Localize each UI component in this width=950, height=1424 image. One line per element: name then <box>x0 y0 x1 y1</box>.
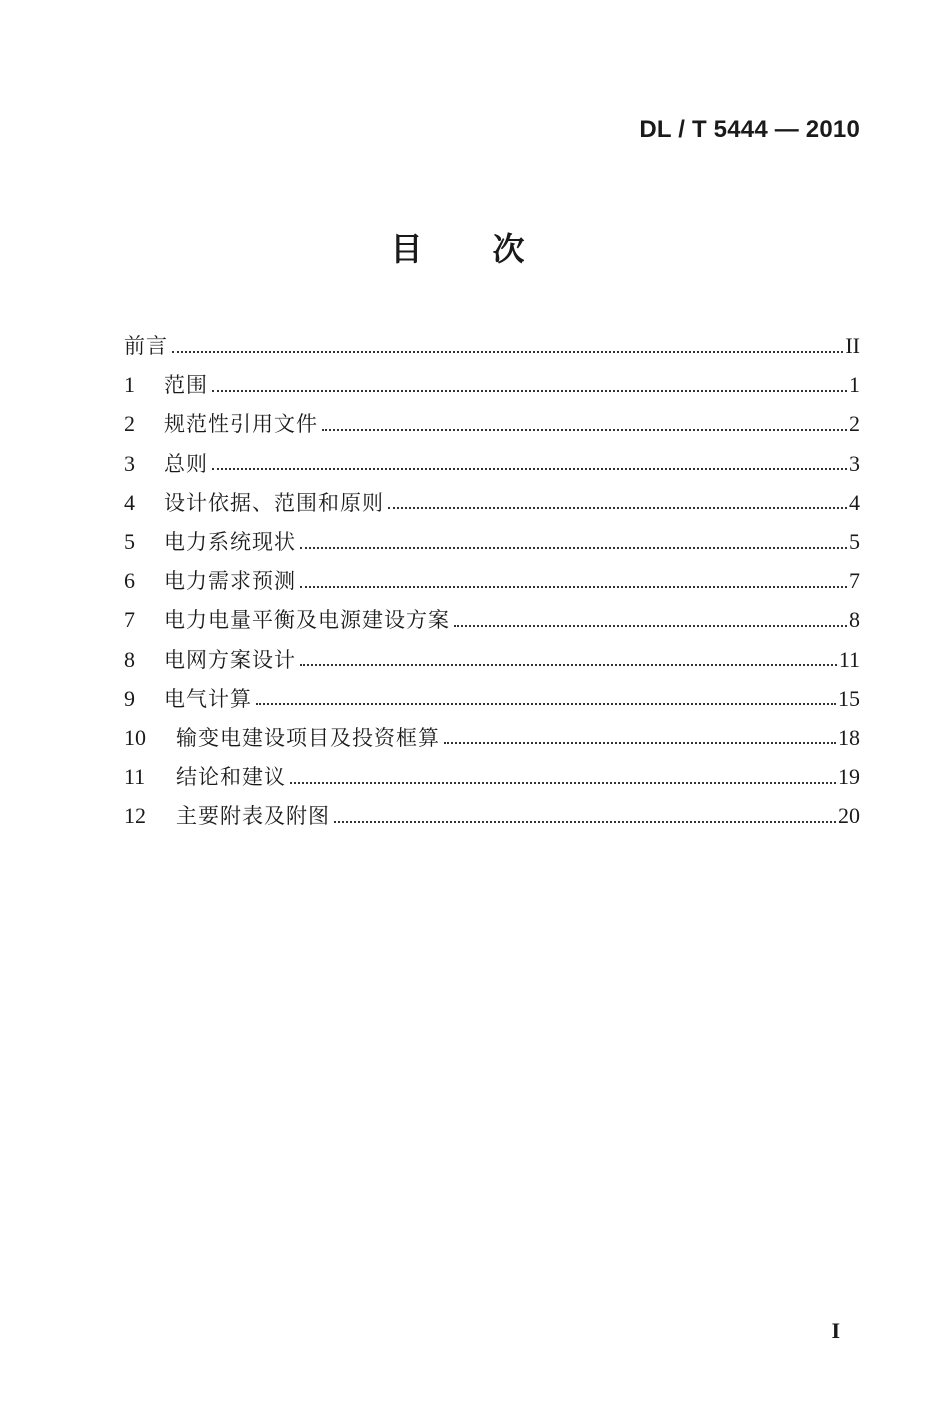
toc-leader-dots <box>300 586 847 588</box>
toc-entry-number: 7 <box>124 607 135 633</box>
toc-entry-1[interactable] <box>124 365 860 404</box>
toc-entry-label: 范围 <box>164 373 208 398</box>
toc-entry-6[interactable] <box>124 561 860 600</box>
toc-entry-8[interactable] <box>124 640 860 679</box>
toc-leader-dots <box>172 351 843 353</box>
toc-entry-number: 9 <box>124 685 135 711</box>
toc-entry-preface[interactable] <box>124 326 860 365</box>
toc-leader-dots <box>444 742 836 744</box>
toc-entry-page: 8 <box>849 607 860 633</box>
toc-entry-number: 10 <box>124 724 146 750</box>
toc-entry-5[interactable] <box>124 522 860 561</box>
toc-entry-label: 总则 <box>164 451 208 476</box>
toc-entry-page: 19 <box>838 764 860 790</box>
toc-entry-page: 5 <box>849 528 860 554</box>
toc-entry-2[interactable] <box>124 404 860 443</box>
toc-entry-number: 5 <box>124 528 135 554</box>
toc-leader-dots <box>256 703 836 705</box>
toc-entry-11[interactable] <box>124 757 860 796</box>
toc-entry-label: 结论和建议 <box>176 765 286 790</box>
toc-entry-page: II <box>845 333 860 358</box>
toc-entry-label: 电力系统现状 <box>164 529 296 554</box>
toc-entry-page: 7 <box>849 568 860 594</box>
toc-leader-dots <box>388 507 847 509</box>
toc-entry-page: 20 <box>838 803 860 829</box>
toc-entry-number: 11 <box>124 764 146 790</box>
toc-entry-page: 2 <box>849 411 860 437</box>
table-of-contents <box>124 326 860 835</box>
toc-leader-dots <box>300 547 847 549</box>
page-number: I <box>831 1318 840 1343</box>
toc-leader-dots <box>212 468 847 470</box>
toc-entry-page: 15 <box>838 685 860 711</box>
toc-leader-dots <box>454 625 847 627</box>
toc-entry-label: 规范性引用文件 <box>164 412 318 437</box>
toc-entry-3[interactable] <box>124 444 860 483</box>
toc-entry-label: 主要附表及附图 <box>176 804 330 829</box>
toc-entry-page: 4 <box>849 489 860 515</box>
toc-entry-label: 前言 <box>124 334 168 358</box>
toc-entry-7[interactable] <box>124 600 860 639</box>
toc-entry-number: 4 <box>124 489 135 515</box>
toc-entry-4[interactable] <box>124 483 860 522</box>
toc-entry-number: 1 <box>124 372 135 398</box>
toc-entry-label: 设计依据、范围和原则 <box>164 490 384 515</box>
toc-entry-9[interactable] <box>124 679 860 718</box>
toc-entry-12[interactable] <box>124 796 860 835</box>
toc-entry-page: 1 <box>849 372 860 398</box>
toc-entry-number: 2 <box>124 411 135 437</box>
toc-leader-dots <box>300 664 837 666</box>
toc-entry-label: 电力电量平衡及电源建设方案 <box>164 608 450 633</box>
standard-code: DL / T 5444 — 2010 <box>639 116 860 143</box>
toc-leader-dots <box>212 390 847 392</box>
toc-leader-dots <box>322 429 847 431</box>
toc-entry-label: 电气计算 <box>164 686 252 711</box>
toc-entry-10[interactable] <box>124 718 860 757</box>
toc-entry-label: 电力需求预测 <box>164 569 296 594</box>
toc-entry-page: 11 <box>838 646 860 672</box>
toc-entry-page: 3 <box>849 450 860 476</box>
toc-entry-label: 电网方案设计 <box>164 647 296 672</box>
toc-leader-dots <box>334 821 836 823</box>
toc-leader-dots <box>290 782 836 784</box>
toc-entry-label: 输变电建设项目及投资框算 <box>176 725 440 750</box>
toc-entry-page: 18 <box>838 724 860 750</box>
toc-entry-number: 12 <box>124 803 146 829</box>
toc-entry-number: 8 <box>124 646 135 672</box>
toc-entry-number: 3 <box>124 450 135 476</box>
toc-entry-number: 6 <box>124 568 135 594</box>
page-title: 目次 <box>390 230 595 268</box>
